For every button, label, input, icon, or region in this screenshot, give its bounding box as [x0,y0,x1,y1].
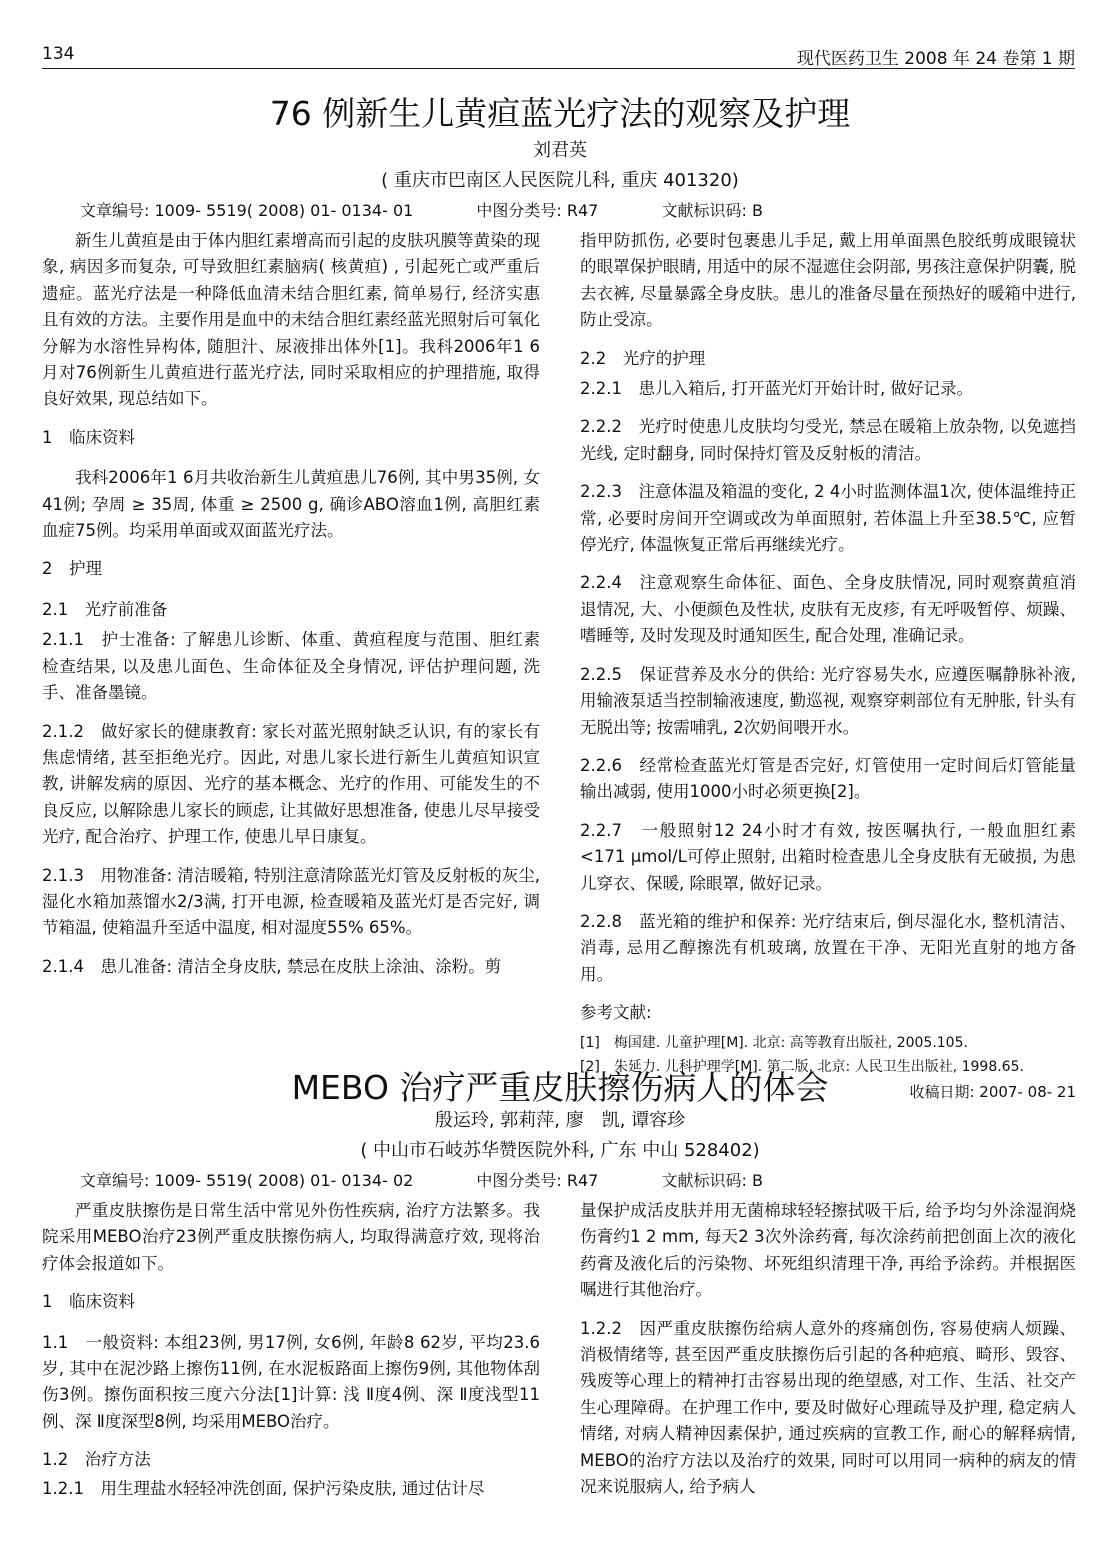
paragraph: 2.2.1 患儿入箱后, 打开蓝光灯开始计时, 做好记录。 [580,379,973,399]
article-number: 文章编号: 1009- 5519( 2008) 01- 0134- 02 [80,1171,414,1190]
article1-right-column [580,228,1076,1101]
intro-paragraph: 严重皮肤擦伤是日常生活中常见外伤性疾病, 治疗方法繁多。我院采用MEBO治疗23例严重皮肤擦伤病人, 均取得满意疗效, 现将治疗体会报道如下。 [42,1201,540,1273]
article2-left-column [42,1198,540,1538]
subsection-heading: 1.2 治疗方法 [42,1450,151,1470]
document-code: 文献标识码: B [661,1171,763,1190]
subsection-heading: 2.2 光疗的护理 [580,348,706,368]
classification: 中图分类号: R47 [476,1171,599,1190]
article1-title: 76 例新生儿黄疸蓝光疗法的观察及护理 [269,94,851,133]
paragraph: 2.2.5 保证营养及水分的供给: 光疗容易失水, 应遵医嘱静脉补液, 用输液泵适当控制输液速度, 勤巡视, 观察穿刺部位有无肿胀, 针头有无脱出等; 按需哺乳, 2次奶间喂开水。 [580,664,1076,737]
section-heading: 1 临床资料 [42,1292,135,1312]
paragraph: 指甲防抓伤, 必要时包裹患儿手足, 戴上用单面黑色胶纸剪成眼镜状的眼罩保护眼睛, 用适中的尿不湿遮住会阴部, 男孩注意保护阴囊, 脱去衣裤, 尽量暴露全身皮肤。患儿的准备尽量在预热好的暖箱中进行, 防止受凉。 [580,231,1076,330]
reference-item: [1] 梅国建. 儿童护理[M]. 北京: 高等教育出版社, 2005.105. [580,1034,968,1051]
article1-meta [80,198,821,221]
page-number: 134 [42,44,75,64]
paragraph: 2.1.4 患儿准备: 清洁全身皮肤, 禁忌在皮肤上涂油、涂粉。剪 [42,956,502,976]
article2-meta [80,1168,821,1191]
document-code: 文献标识码: B [661,201,763,220]
article2-affiliation: ( 中山市石岐苏华赞医院外科, 广东 中山 528402) [360,1140,760,1161]
paragraph: 2.2.2 光疗时使患儿皮肤均匀受光, 禁忌在暖箱上放杂物, 以免遮挡光线, 定时翻身, 同时保持灯管及反射板的清洁。 [580,417,1076,463]
paragraph: 2.1.3 用物准备: 清洁暖箱, 特别注意清除蓝光灯管及反射板的灰尘, 湿化水箱加蒸馏水2/3满, 打开电源, 检查暖箱及蓝光灯是否完好, 调节箱温, 使箱温升至适中温度, 相对湿度55% 65%。 [42,865,540,938]
paragraph: 2.2.3 注意体温及箱温的变化, 2 4小时监测体温1次, 使体温维持正常, 必要时房间开空调或改为单面照射, 若体温上升至38.5℃, 应暂停光疗, 体温恢复正常后再继续光疗。 [580,482,1076,555]
paragraph: 2.2.4 注意观察生命体征、面色、全身皮肤情况, 同时观察黄疸消退情况, 大、小便颜色及性状, 皮肤有无皮疹, 有无呼吸暂停、烦躁、嗜睡等, 及时发现及时通知医生, 配合处理, 准确记录。 [580,573,1076,646]
section-heading: 1 临床资料 [42,427,135,447]
references-title: 参考文献: [580,1003,652,1023]
section-heading: 2 护理 [42,559,102,579]
received-date: 收稿日期: 2007- 08- 21 [909,1082,1076,1101]
article1-author: 刘君英 [533,140,587,161]
running-header [42,42,1075,69]
paragraph: 1.2.1 用生理盐水轻轻冲洗创面, 保护污染皮肤, 通过估计尽 [42,1478,485,1498]
paragraph: 量保护成活皮肤并用无菌棉球轻轻擦拭吸干后, 给予均匀外涂湿润烧伤膏约1 2 mm, 每天2 3次外涂药膏, 每次涂药前把创面上次的液化药膏及液化后的污染物、坏死组织清理干净, 再给予涂药。并根据医嘱进行其他治疗。 [580,1201,1076,1300]
subsection-heading: 2.1 光疗前准备 [42,599,168,619]
article-number: 文章编号: 1009- 5519( 2008) 01- 0134- 01 [80,201,414,220]
paragraph: 我科2006年1 6月共收治新生儿黄疸患儿76例, 其中男35例, 女41例; 孕周 ≥ 35周, 体重 ≥ 2500 g, 确诊ABO溶血1例, 高胆红素血症75例。均采用单面或双面蓝光疗法。 [42,468,540,541]
paragraph: 1.1 一般资料: 本组23例, 男17例, 女6例, 年龄8 62岁, 平均23.6岁, 其中在泥沙路上擦伤11例, 在水泥板路面上擦伤9例, 其他物体刮伤3例。擦伤面积按三度六分法[1]计算: 浅 Ⅱ度4例、深 Ⅱ度浅型11例、深 Ⅱ度深型8例, 均采用MEBO治疗。 [42,1332,540,1431]
paragraph: 2.2.8 蓝光箱的维护和保养: 光疗结束后, 倒尽湿化水, 整机清洁、消毒, 忌用乙醇擦洗有机玻璃, 放置在干净、无阳光直射的地方备用。 [580,911,1076,984]
journal-info: 现代医药卫生 2008 年 24 卷第 1 期 [796,49,1075,69]
article2-right-column [580,1198,1076,1538]
paragraph: 2.1.2 做好家长的健康教育: 家长对蓝光照射缺乏认识, 有的家长有焦虑情绪, 甚至拒绝光疗。因此, 对患儿家长进行新生儿黄疸知识宣教, 讲解发病的原因、光疗的基本概念、光疗的作用、可能发生的不良反应, 以解除患儿家长的顾虑, 让其做好思想准备, 使患儿尽早接受光疗, 配合治疗、护理工作, 使患儿早日康复。 [42,721,540,847]
paragraph: 2.2.7 一般照射12 24小时才有效, 按医嘱执行, 一般血胆红素<171 μmol/L可停止照射, 出箱时检查患儿全身皮肤有无破损, 为患儿穿衣、保暖, 除眼罩, 做好记录。 [580,820,1076,893]
article1-left-column [42,228,540,1040]
article2-title: MEBO 治疗严重皮肤擦伤病人的体会 [291,1068,829,1107]
classification: 中图分类号: R47 [476,201,599,220]
reference-item: [2] 朱延力. 儿科护理学[M]. 第二版. 北京: 人民卫生出版社, 1998.65. [580,1058,1024,1075]
article1-affiliation: ( 重庆市巴南区人民医院儿科, 重庆 401320) [381,170,739,191]
paragraph: 2.2.6 经常检查蓝光灯管是否完好, 灯管使用一定时间后灯管能量输出减弱, 使用1000小时必须更换[2]。 [580,755,1076,802]
intro-paragraph: 新生儿黄疸是由于体内胆红素增高而引起的皮肤巩膜等黄染的现象, 病因多而复杂, 可导致胆红素脑病( 核黄疸) , 引起死亡或严重后遗症。蓝光疗法是一种降低血清未结合胆红素, 简单易行, 经济实惠且有效的方法。主要作用是血中的未结合胆红素经蓝光照射后可氧化分解为水溶性异构体, 随胆汁、尿液排出体外[1]。我科2006年1 6月对76例新生儿黄疸进行蓝光疗法, 同时采取相应的护理措施, 取得良好效果, 现总结如下。 [42,231,540,409]
paragraph: 2.1.1 护士准备: 了解患儿诊断、体重、黄疸程度与范围、胆红素检查结果, 以及患儿面色、生命体征及全身情况, 评估护理问题, 洗手、准备墨镜。 [42,630,540,703]
paragraph: 1.2.2 因严重皮肤擦伤给病人意外的疼痛创伤, 容易使病人烦躁、消极情绪等, 甚至因严重皮肤擦伤后引起的各种疤痕、畸形、毁容、残废等心理上的精神打击容易出现的绝望感, 对工作、生活、社交产生心理障碍。在护理工作中, 要及时做好心理疏导及护理, 稳定病人情绪, 对病人精神因素保护, 通过疾病的宣教工作, 耐心的解释病情, MEBO的治疗方法以及治疗的效果, 同时可以用同一病种的病友的情况来说服病人, 给予病人 [580,1318,1076,1497]
article2-authors: 殷运玲, 郭莉萍, 廖 凯, 谭容珍 [434,1110,686,1131]
